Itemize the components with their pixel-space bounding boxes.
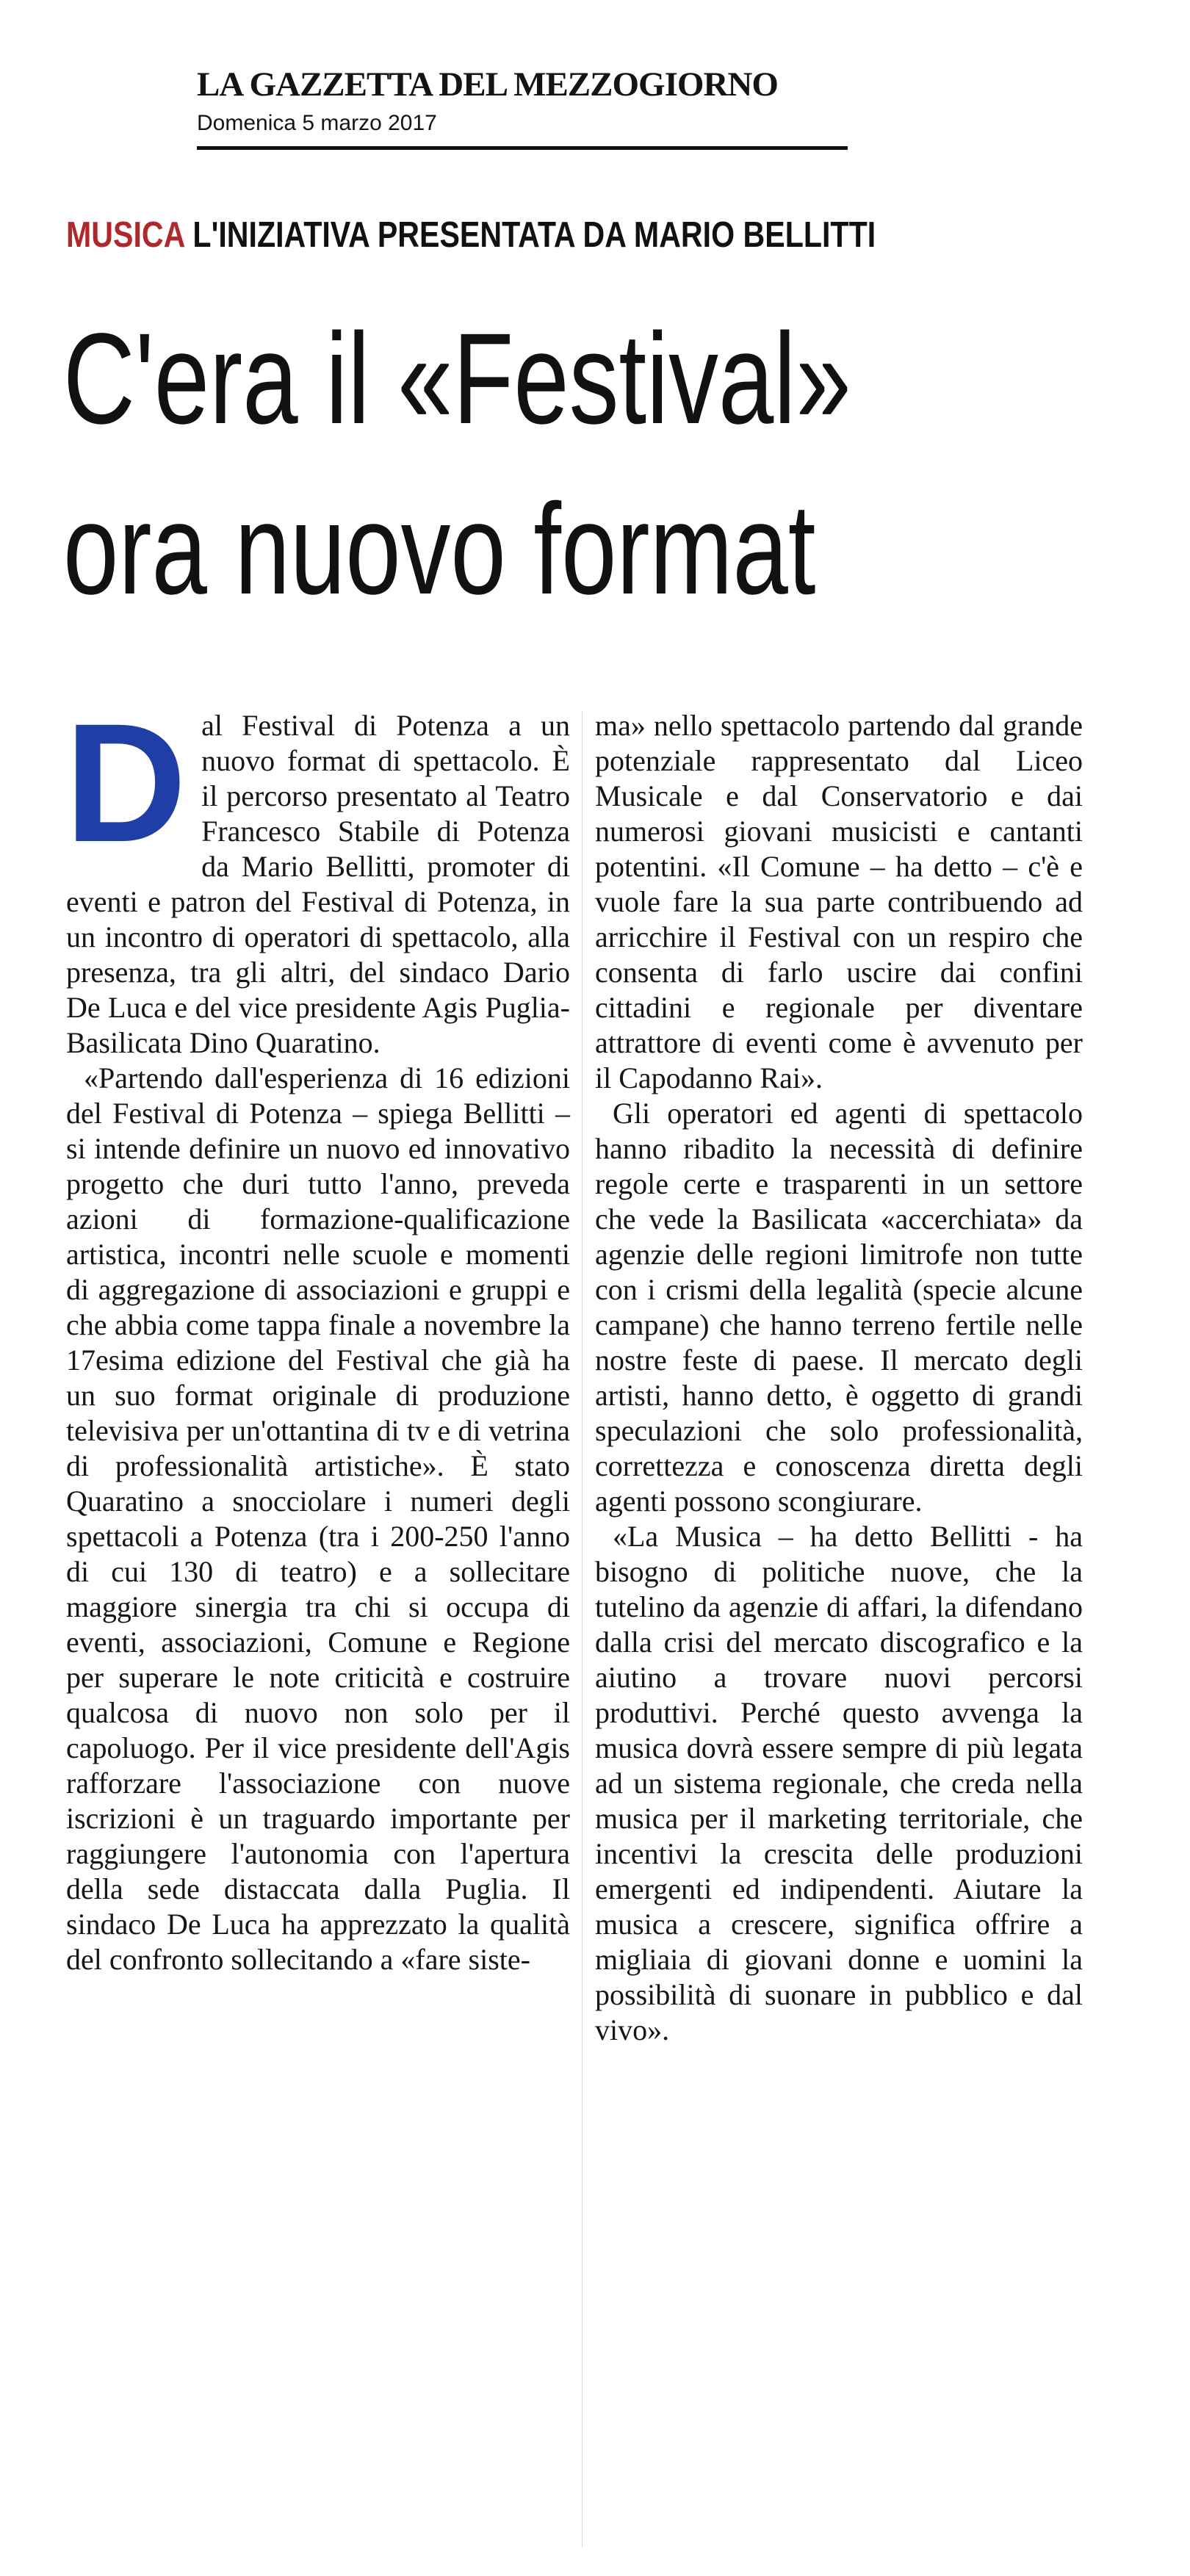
newspaper-name: LA GAZZETTA DEL MEZZOGIORNO (197, 65, 778, 104)
paragraph-1 (65, 688, 570, 1061)
paragraph-1-text: al Festival di Potenza a un nuovo format di spettacolo. È il percorso presentato al Teatro Francesco Stabile di Potenza da Mario Bellitti, promoter di eventi e patron del Festival di Potenza, in un incontro di operatori di spettacolo, alla presenza, tra gli altri, del sindaco Dario De Luca e del vice presidente Agis Puglia-Basilicata Dino Quaratino. (66, 709, 570, 1059)
article-headline (63, 294, 901, 635)
kicker (66, 217, 876, 253)
paragraph-5: «La Musica – ha detto Bellitti - ha bisogno di politiche nuove, che la tutelino da agenzie di affari, la difendano dalla crisi del mercato discografico e la aiutino a trovare nuovi percorsi produttivi. Perché questo avvenga la musica dovrà essere sempre di più legata ad un sistema regionale, che creda nella musica per il marketing territoriale, che incentivi la crescita delle produzioni emergenti ed indipendenti. Aiutare la musica a crescere, significa offrire a migliaia di giovani donne e uomini la possibilità di suonare in pubblico e dal vivo». (595, 1520, 1083, 2046)
article-column-right (595, 708, 1083, 2048)
article-column-left (65, 688, 570, 1977)
headline-line-2: ora nuovo format (63, 477, 816, 621)
headline-line-1: C'era il «Festival» (63, 307, 851, 451)
masthead-rule (197, 146, 848, 150)
drop-cap: D (65, 688, 187, 877)
paragraph-3: ma» nello spettacolo partendo dal grande potenziale rappresentato dal Liceo Musicale e dal Conservatorio e dai numerosi giovani musicisti e cantanti potentini. «Il Comune – ha detto – c'è e vuole fare la sua parte contribuendo ad arricchire il Festival con un respiro che consenta di farlo uscire dai confini cittadini e regionale per diventare attrattore di eventi come è avvenuto per il Capodanno Rai». (595, 709, 1083, 1094)
paragraph-4: Gli operatori ed agenti di spettacolo hanno ribadito la necessità di definire regole certe e trasparenti in un settore che vede la Basilicata «accerchiata» da agenzie delle regioni limitrofe non tutte con i crismi della legalità (specie alcune campane) che hanno terreno fertile nelle nostre feste di paese. Il mercato degli artisti, hanno detto, è oggetto di grandi speculazioni che solo professionalità, correttezza e conoscenza diretta degli agenti possono scongiurare. (595, 1097, 1083, 1518)
publication-date: Domenica 5 marzo 2017 (197, 111, 437, 135)
section-label: MUSICA (66, 215, 186, 255)
paragraph-2: «Partendo dall'esperienza di 16 edizioni del Festival di Potenza – spiega Bellitti – si intende definire un nuovo ed innovativo progetto che duri tutto l'anno, preveda azioni di formazione-qualificazione artistica, incontri nelle scuole e momenti di aggregazione di associazioni e gruppi e che abbia come tappa finale a novembre la 17esima edizione del Festival che già ha un suo format originale di produzione televisiva per un'ottantina di tv e di vetrina di professionalità artistiche». È stato Quaratino a snocciolare i numeri degli spettacoli a Potenza (tra i 200-250 l'anno di cui 130 di teatro) e a sollecitare maggiore sinergia tra chi si occupa di eventi, associazioni, Comune e Regione per superare le note criticità e costruire qualcosa di nuovo non solo per il capoluogo. Per il vice presidente dell'Agis rafforzare l'associazione con nuove iscrizioni è un traguardo importante per raggiungere l'autonomia con l'apertura della sede distaccata dalla Puglia. Il sindaco De Luca ha apprezzato la qualità del confronto sollecitando a «fare siste- (66, 1061, 570, 1976)
column-divider (582, 711, 583, 2547)
kicker-text: L'INIZIATIVA PRESENTATA DA MARIO BELLITTI (192, 215, 876, 255)
masthead (197, 65, 848, 150)
